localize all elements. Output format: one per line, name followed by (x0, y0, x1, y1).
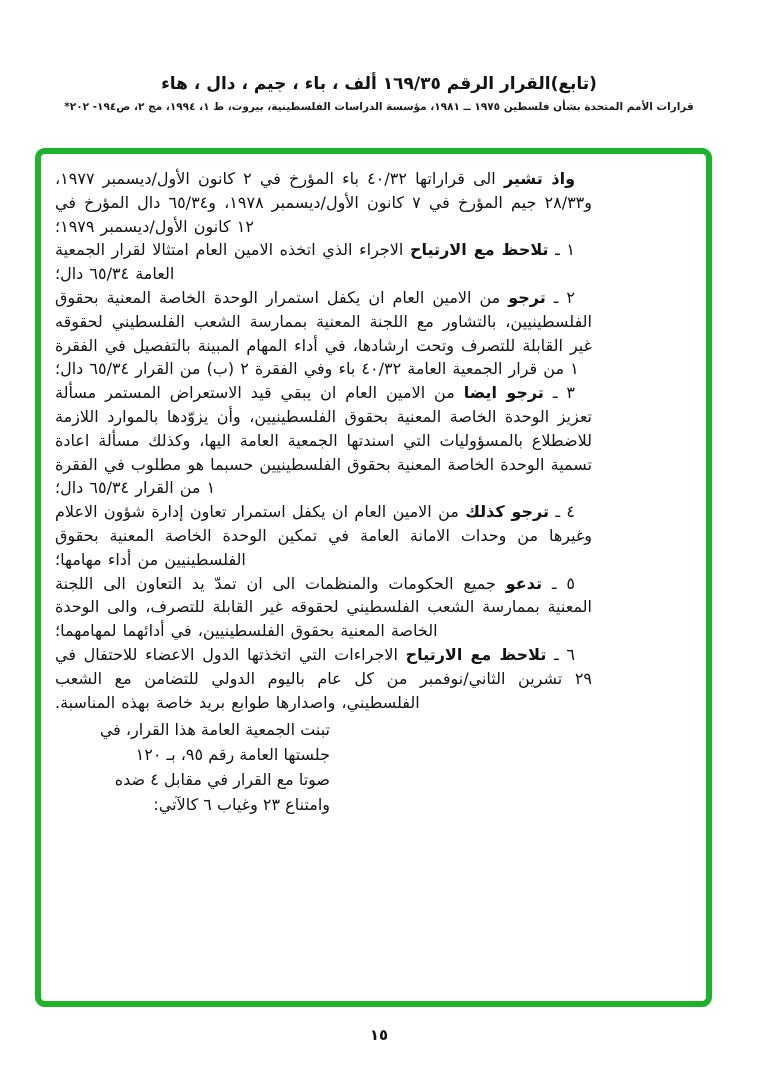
clause-paragraph (55, 286, 592, 381)
resolution-border-box (35, 148, 712, 1007)
clause-lead: ترجو كذلك (465, 502, 550, 522)
clause-text: الاجراء الذي اتخذه الامين العام امتثالا لقرار الجمعية العامة ٦٥/٣٤ دال؛ (55, 240, 410, 284)
clause-number: ١ ـ (555, 240, 576, 260)
clause-paragraph (55, 572, 592, 643)
preamble-lead: واذ تشير (503, 169, 576, 188)
clause-lead: ترجو ايضا (463, 383, 544, 403)
clause-text: من الامين العام ان يبقي قيد الاستعراض المستمر مسألة تعزيز الوحدة الخاصة المعنية بحقوق الفلسطينيين، وأن يزوّدها بالموارد اللازمة للاضطلاع بالمسؤوليات التي اسندتها الجمعية العامة اليها، وكذلك مسألة اعادة تسمية الوحدة الخاصة المعنية بحقوق الفلسطينيين حسبما هو مطلوب في الفقرة ١ من القرار ٦٥/٣٤ دال؛ (55, 383, 592, 498)
clause-lead: تلاحظ مع الارتياح (405, 644, 547, 664)
clause-text: من الامين العام ان يكفل استمرار تعاون إدارة شؤون الاعلام وغيرها من وحدات الامانة العامة في تمكين الوحدة الخاصة المعنية بحقوق الفلسطينيين من أداء مهامها؛ (55, 502, 592, 569)
page-title: (تابع)القرار الرقم ١٦٩/٣٥ ألف ، باء ، جيم ، دال ، هاء (161, 74, 597, 94)
clause-paragraph (55, 500, 592, 571)
clause-number: ٤ ـ (555, 502, 576, 522)
clause-number: ٣ ـ (552, 383, 575, 403)
clause-paragraph (55, 643, 592, 714)
clause-number: ٦ ـ (554, 644, 576, 664)
adoption-note (57, 717, 330, 817)
clause-lead: ترجو (508, 287, 546, 307)
clause-text: الاجراءات التي اتخذتها الدول الاعضاء للاحتفال في ٢٩ تشرين الثاني/نوفمبر من كل عام باليوم الدولي للتضامن مع الشعب الفلسطيني، واصدارها طوابع بريد خاصة بهذه المناسبة. (55, 644, 592, 712)
clause-text: من الامين العام ان يكفل استمرار الوحدة الخاصة المعنية بحقوق الفلسطينيين، بالتشاور مع اللجنة المعنية بممارسة الشعب الفلسطيني لحقوقه غير القابلة للتصرف وتحت ارشادها، في أداء المهام المبينة بالتفصيل في الفقرة ١ من قرار الجمعية العامة ٤٠/٣٢ باء وفي الفقرة ٢ (ب) من القرار ٦٥/٣٤ دال؛ (55, 287, 592, 379)
adoption-line: تبنت الجمعية العامة هذا القرار، في (99, 720, 330, 740)
source-citation: قرارات الأمم المتحدة بشأن فلسطين ١٩٧٥ ــ ١٩٨١، مؤسسة الدراسات الفلسطينية، بيروت، ط ١، ١٩٩٤، مج ٢، ص١٩٤- ٢٠٢* (64, 101, 694, 113)
clause-lead: تلاحظ مع الارتياح (409, 240, 549, 260)
preamble-text: الى قراراتها ٤٠/٣٢ باء المؤرخ في ٢ كانون الأول/ديسمبر ١٩٧٧، و٢٨/٣٣ جيم المؤرخ في ٧ كانون الأول/ديسمبر ١٩٧٨، و٦٥/٣٤ دال المؤرخ في ١٢ كانون الأول/ديسمبر ١٩٧٩؛ (55, 169, 592, 236)
adoption-line: جلستها العامة رقم ٩٥، بـ ١٢٠ (135, 745, 330, 765)
clause-text: جميع الحكومات والمنظمات الى ان تمدّ يد التعاون الى اللجنة المعنية بممارسة الشعب الفلسطيني لحقوقه غير القابلة للتصرف، والى الوحدة الخاصة المعنية بحقوق الفلسطينيين، في أدائهما لمهامهما؛ (55, 573, 592, 641)
clause-number: ٥ ـ (551, 573, 575, 593)
clause-number: ٢ ـ (553, 287, 575, 307)
clause-paragraph (55, 381, 592, 500)
page-number: ١٥ (369, 1026, 389, 1044)
preamble-paragraph (55, 167, 592, 238)
adoption-line: صوتا مع القرار في مقابل ٤ ضده (114, 770, 330, 790)
clause-lead: تدعو (505, 573, 542, 593)
clause-paragraph (55, 238, 592, 286)
adoption-line: وامتناع ٢٣ وغياب ٦ كالآتي: (153, 795, 330, 815)
